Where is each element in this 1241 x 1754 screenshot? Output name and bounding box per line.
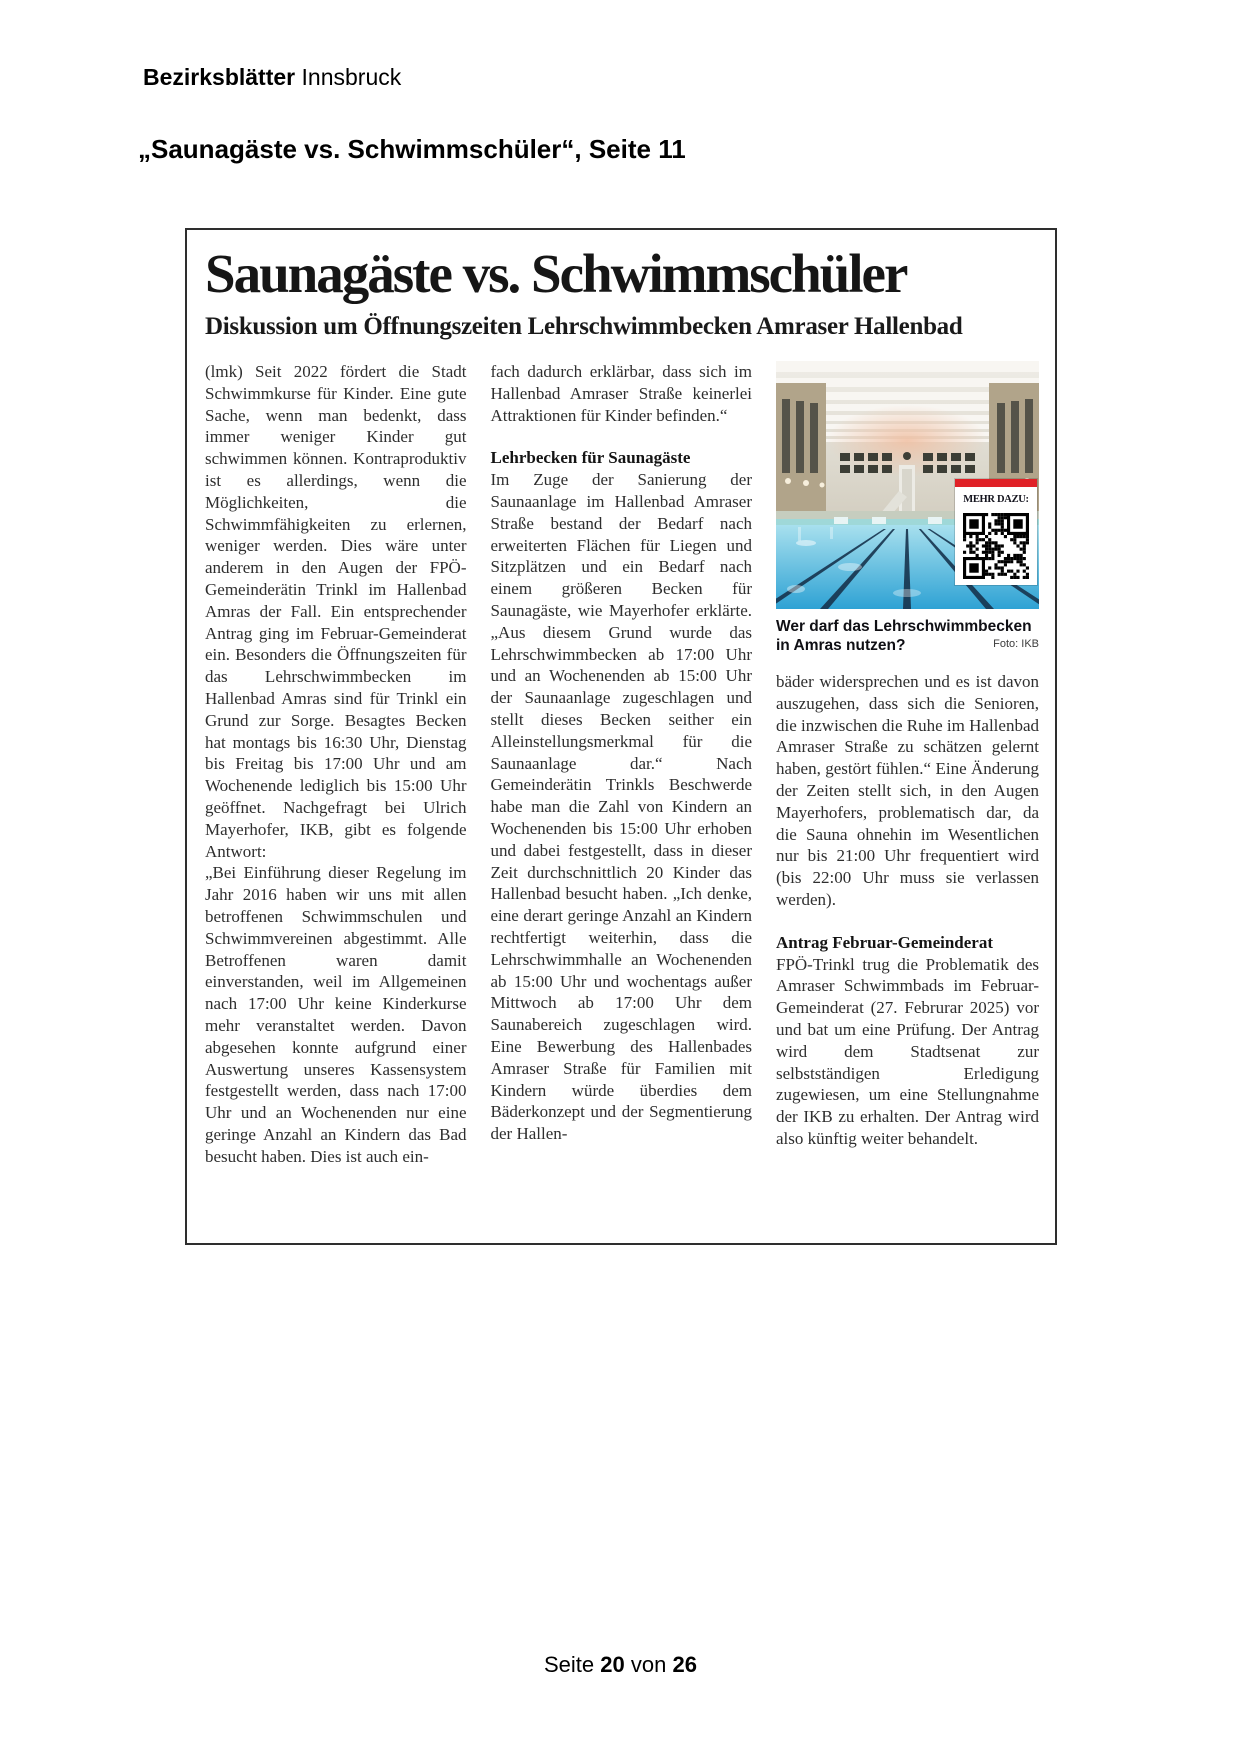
footer-page-total: 26 bbox=[672, 1652, 697, 1677]
body-paragraph: „Bei Einführung dieser Regelung im Jahr 2016 haben wir uns mit allen betroffenen Schwimmschulen und Schwimmvereinen abgestimmt. Alle Betroffenen waren damit einverstanden, weil im Allgemeinen nach 17:00 Uhr keine Kinderkurse mehr veranstaltet werden. Davon abgesehen konnte aufgrund einer Auswertung unseres Kassensystem festgestellt werden, dass nach 17:00 Uhr und an Wochenenden nur eine geringe Anzahl an Kindern das Bad besucht haben. Dies ist auch ein- bbox=[205, 863, 467, 1166]
body-paragraph: FPÖ-Trinkl trug die Problematik des Amraser Schwimmbads im Februar-Gemeinderat (27. Februrar 2025) vor und bat um eine Prüfung. Der Antrag wird dem Stadtsenat zur selbstständigen Erledigung zugewiesen, um eine Stellungnahme der IKB zu erhalten. Der Antrag wird also künftig weiter behandelt. bbox=[776, 954, 1039, 1148]
section-kicker: Lehrbecken für Saunagäste bbox=[490, 448, 691, 468]
footer-word-seite: Seite bbox=[544, 1652, 595, 1677]
article-column-1 bbox=[205, 361, 467, 1167]
article-column-3 bbox=[776, 361, 1039, 1167]
article-subheadline: Diskussion um Öffnungszeiten Lehrschwimmbecken Amraser Hallenbad bbox=[205, 313, 963, 340]
clipping-reference-title: „Saunagäste vs. Schwimmschüler“, Seite 11 bbox=[138, 134, 686, 164]
publication-region: Innsbruck bbox=[301, 64, 402, 90]
article-clipping-frame bbox=[185, 228, 1057, 1245]
red-accent-bar bbox=[955, 479, 1037, 487]
pool-photo bbox=[776, 361, 1039, 609]
photo-caption-block bbox=[776, 617, 1039, 655]
more-info-label: MEHR DAZU: bbox=[963, 494, 1029, 505]
photo-credit: Foto: IKB bbox=[993, 638, 1039, 650]
photo-caption: Wer darf das Lehrschwimmbecken in Amras nutzen? bbox=[776, 618, 1032, 654]
body-paragraph: (lmk) Seit 2022 fördert die Stadt Schwimmkurse für Kinder. Eine gute Sache, wenn man bedenkt, dass immer weniger Kinder gut schwimmen können. Kontraproduktiv ist es allerdings, wenn die Möglichkeiten, die Schwimmfähigkeiten zu erlernen, weniger werden. Dies wäre unter anderem in den Augen der FPÖ-Gemeinderätin Trinkl im Hallenbad Amras der Fall. Ein entsprechender Antrag ging im Februar-Gemeinderat ein. Besonders die Öffnungszeiten für das Lehrschwimmbecken im Hallenbad Amras sind für Trinkl ein Grund zur Sorge. Besagtes Becken hat montags bis 16:30 Uhr, Dienstag bis Freitag bis 17:00 Uhr und am Wochenende lediglich bis 15:00 Uhr geöffnet. Nachgefragt bei Ulrich Mayerhofer, IKB, gibt es folgende Antwort: bbox=[205, 362, 467, 861]
article-headline: Saunagäste vs. Schwimmschüler bbox=[205, 243, 907, 304]
article-column-2 bbox=[491, 361, 753, 1167]
footer-word-von: von bbox=[630, 1652, 667, 1677]
publication-name: Bezirksblätter bbox=[143, 64, 296, 90]
footer-page-number: 20 bbox=[600, 1652, 625, 1677]
page-footer bbox=[0, 1652, 1241, 1678]
section-kicker: Antrag Februar-Gemeinderat bbox=[776, 932, 994, 952]
body-paragraph: bäder widersprechen und es ist davon auszugehen, dass sich die Senioren, die inzwischen die Ruhe im Hallenbad Amraser Straße zu schätzen gelernt haben, gestört fühlen.“ Eine Änderung der Zeiten stellt sich, in den Augen Mayerhofers, problematisch dar, da die Sauna ohnehin im Wesentlichen nur bis 21:00 Uhr frequentiert wird (bis 22:00 Uhr muss sie verlassen werden). bbox=[776, 672, 1039, 909]
publication-masthead bbox=[143, 64, 401, 91]
body-paragraph: Im Zuge der Sanierung der Saunaanlage im Hallenbad Amraser Straße bestand der Bedarf nach erweiterten Flächen für Liegen und Sitzplätzen und ein Bedarf nach einem größeren Becken für Saunagäste, wie Mayerhofer erklärte. „Aus diesem Grund wurde das Lehrschwimmbecken ab 17:00 Uhr und an Wochenenden ab 15:00 Uhr der Saunaanlage zugeschlagen und stellt dieses Becken seither ein Alleinstellungsmerkmal für die Saunaanlage dar.“ Nach Gemeinderätin Trinkls Beschwerde habe man die Zahl von Kindern an Wochenenden bis 15:00 Uhr erhoben und dabei festgestellt, dass in dieser Zeit durchschnittlich 20 Kinder das Hallenbad besucht haben. „Ich denke, eine derart geringe Anzahl an Kindern rechtfertigt weiterhin, dass die Lehrschwimmhalle an Wochenenden ab 15:00 Uhr und wochentags außer Mittwoch ab 17:00 Uhr dem Saunabereich zugeschlagen wird. Eine Bewerbung des Hallenbades Amraser Straße für Familien mit Kindern würde überdies dem Bäderkonzept und der Segmentierung der Hallen- bbox=[490, 470, 752, 1144]
qr-code bbox=[963, 513, 1029, 579]
body-paragraph: fach dadurch erklärbar, dass sich im Hallenbad Amraser Straße keinerlei Attraktionen für Kinder befinden.“ bbox=[490, 362, 752, 425]
more-info-overlay bbox=[955, 479, 1037, 585]
article-columns bbox=[205, 361, 1039, 1167]
